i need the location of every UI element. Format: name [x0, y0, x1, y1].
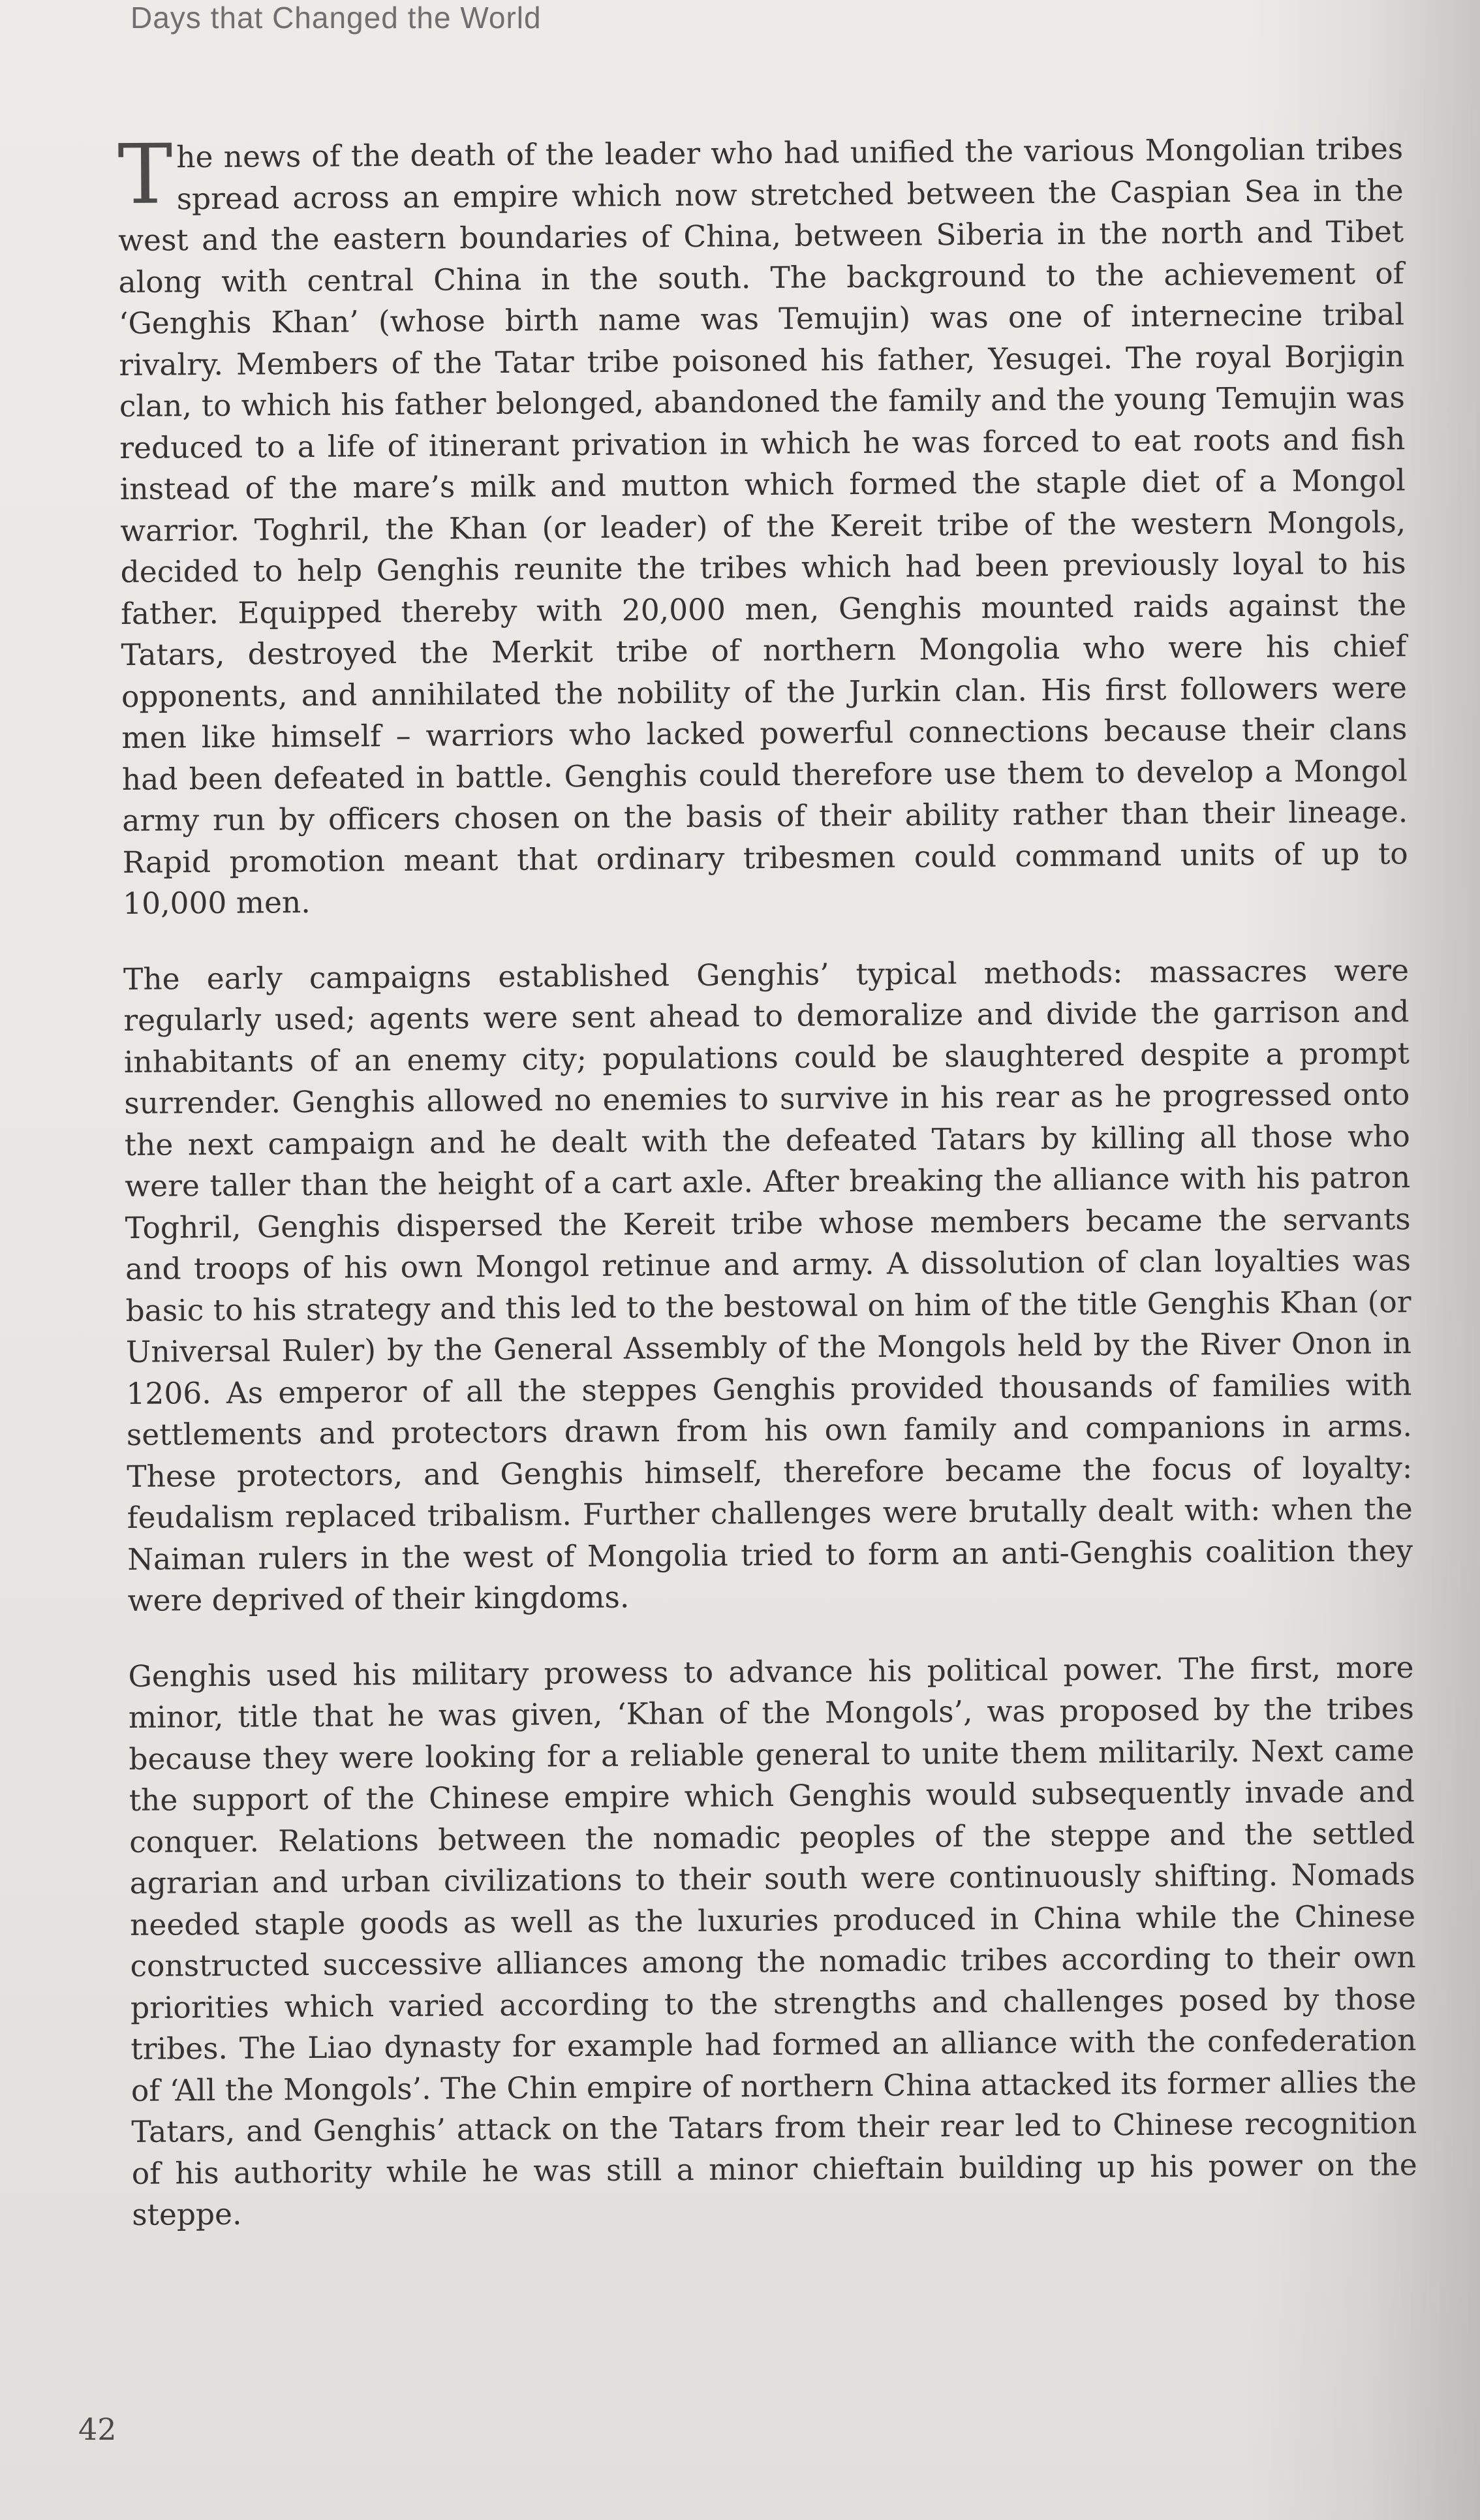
drop-cap: T [117, 126, 173, 223]
paragraph-1-text: he news of the death of the leader who had unified the various Mongolian tribes spread across an empire which now stretched between the Caspian Sea in the west and the eastern boundaries of China, between Siberia in the north and Tibet along with central China in the south. The background to the achievement of ‘Genghis Khan’ (whose birth name was Temujin) was one of internecine tribal rivalry. Members of the Tatar tribe poisoned his father, Yesugei. The royal Borjigin clan, to which his father belonged, abandoned the family and the young Temujin was reduced to a life of itinerant privation in which he was forced to eat roots and fish instead of the mare’s milk and mutton which formed the staple diet of a Mongol warrior. Toghril, the Khan (or leader) of the Kereit tribe of the western Mongols, decided to help Genghis reunite the tribes which had been previously loyal to his father. Equipped thereby with 20,000 men, Genghis mounted raids against the Tatars, destroyed the Merkit tribe of northern Mongolia who were his chief opponents, and annihilated the nobility of the Jurkin clan. His first followers were men like himself – warriors who lacked powerful connections because their clans had been defeated in battle. Genghis could therefore use them to develop a Mongol army run by officers chosen on the basis of their ability rather than their lineage. Rapid promotion meant that ordinary tribesmen could command units of up to 10,000 men. [117, 131, 1408, 921]
body-text [117, 128, 1417, 2235]
page-number: 42 [78, 2412, 117, 2447]
running-head: Days that Changed the World [131, 1, 542, 35]
paragraph-2: The early campaigns established Genghis’ typical methods: massacres were regularly used; agents were sent ahead to demoralize and divide the garrison and inhabitants of an enemy city; populations could be slaughtered despite a prompt surrender. Genghis allowed no enemies to survive in his rear as he progressed onto the next campaign and he dealt with the defeated Tatars by killing all those who were taller than the height of a cart axle. After breaking the alliance with his patron Toghril, Genghis dispersed the Kereit tribe whose members became the servants and troops of his own Mongol retinue and army. A dissolution of clan loyalties was basic to his strategy and this led to the bestowal on him of the title Genghis Khan (or Universal Ruler) by the General Assembly of the Mongols held by the River Onon in 1206. As emperor of all the steppes Genghis provided thousands of families with settlements and protectors drawn from his own family and companions in arms. These protectors, and Genghis himself, therefore became the focus of loyalty: feudalism replaced tribalism. Further challenges were brutally dealt with: when the Naiman rulers in the west of Mongolia tried to form an anti-Genghis coalition they were deprived of their kingdoms. [123, 952, 1413, 1618]
paragraph-1 [117, 128, 1408, 924]
paragraph-3: Genghis used his military prowess to advance his political power. The first, more minor, title that he was given, ‘Khan of the Mongols’, was proposed by the tribes because they were looking for a reliable general to unite them militarily. Next came the support of the Chinese empire which Genghis would subsequently invade and conquer. Relations between the nomadic peoples of the steppe and the settled agrarian and urban civilizations to their south were continuously shifting. Nomads needed staple goods as well as the luxuries produced in China while the Chinese constructed successive alliances among the nomadic tribes according to their own priorities which varied according to the strengths and challenges posed by those tribes. The Liao dynasty for example had formed an alliance with the confederation of ‘All the Mongols’. The Chin empire of northern China attacked its former allies the Tatars, and Genghis’ attack on the Tatars from their rear led to Chinese recognition of his authority while he was still a minor chieftain building up his power on the steppe. [128, 1649, 1417, 2232]
